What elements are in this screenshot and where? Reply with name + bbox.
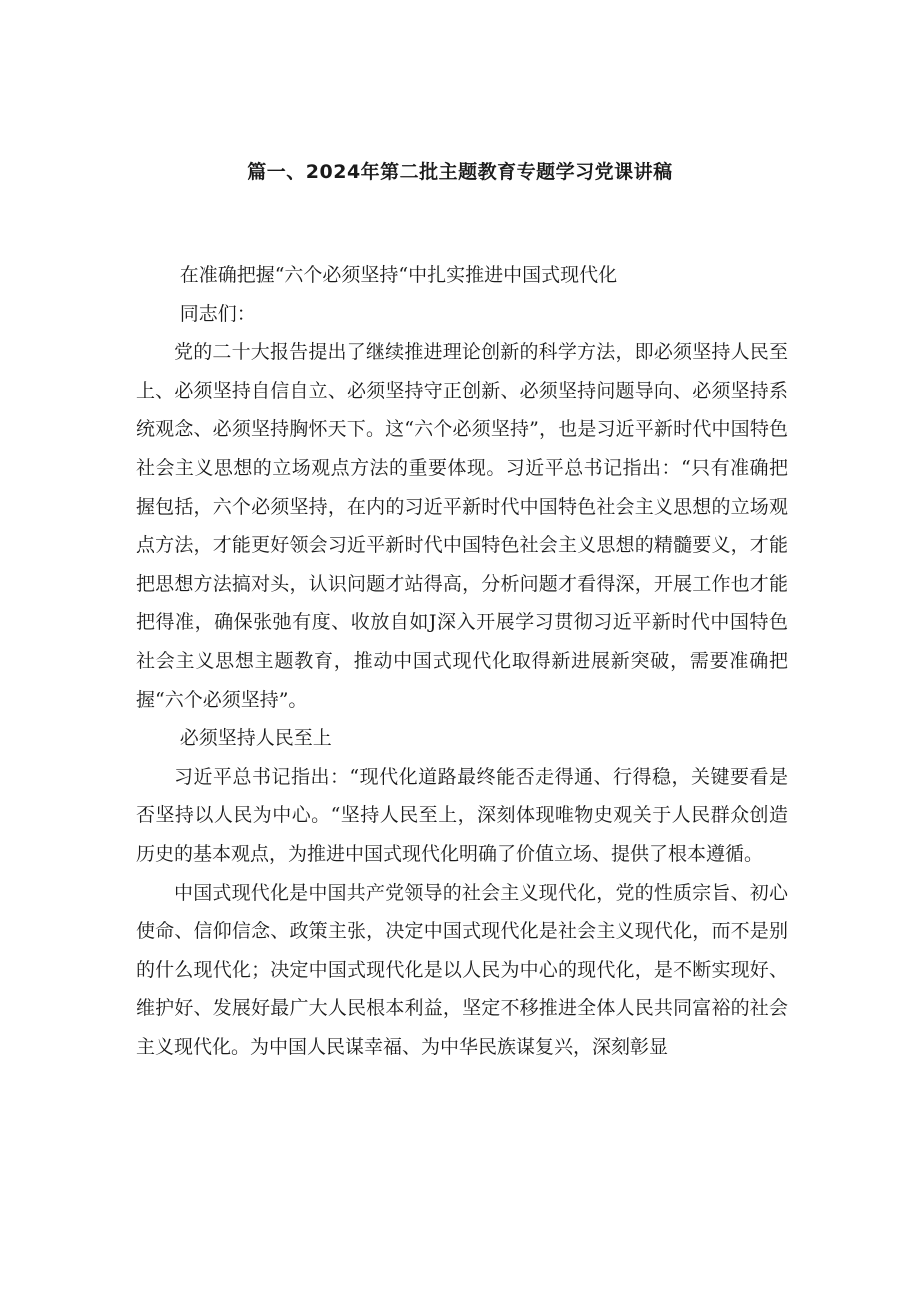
body-paragraph: 党的二十大报告提出了继续推进理论创新的科学方法，即必须坚持人民至上、必须坚持自信自立、必须坚持守正创新、必须坚持问题导向、必须坚持系统观念、必须坚持胸怀天下。这“六个必须坚持”，也是习近平新时代中国特色社会主义思想的立场观点方法的重要体现。习近平总书记指出：“只有准确把握包括，六个必须坚持，在内的习近平新时代中国特色社会主义思想的立场观点方法，才能更好领会习近平新时代中国特色社会主义思想的精髓要义，才能把思想方法搞对头，认识问题才站得高，分析问题才看得深，开展工作也才能把得准，确保张弛有度、收放自如J深入开展学习贯彻习近平新时代中国特色社会主义思想主题教育，推动中国式现代化取得新进展新突破，需要准确把握“六个必须坚持”。: [136, 341, 788, 711]
salutation: 同志们：: [179, 302, 256, 325]
speech-subtitle: 在准确把握“六个必须坚持“中扎实推进中国式现代化: [179, 264, 618, 286]
body-paragraph: 习近平总书记指出：“现代化道路最终能否走得通、行得稳，关键要看是否坚持以人民为中心。“坚持人民至上，深刻体现唯物史观关于人民群众创造历史的基本观点，为推进中国式现代化明确了价值立场、提供了根本遵循。: [136, 765, 788, 865]
section-heading: 必须坚持人民至上: [179, 727, 332, 750]
document-body: [136, 256, 788, 1066]
body-paragraph: 中国式现代化是中国共产党领导的社会主义现代化，党的性质宗旨、初心使命、信仰信念、政策主张，决定中国式现代化是社会主义现代化，而不是别的什么现代化；决定中国式现代化是以人民为中心的现代化，是不断实现好、维护好、发展好最广大人民根本利益，坚定不移推进全体人民共同富裕的社会主义现代化。为中国人民谋幸福、为中华民族谋复兴，深刻彰显: [136, 881, 788, 1058]
document-title: 篇一、2024年第二批主题教育专题学习党课讲稿: [247, 161, 673, 183]
